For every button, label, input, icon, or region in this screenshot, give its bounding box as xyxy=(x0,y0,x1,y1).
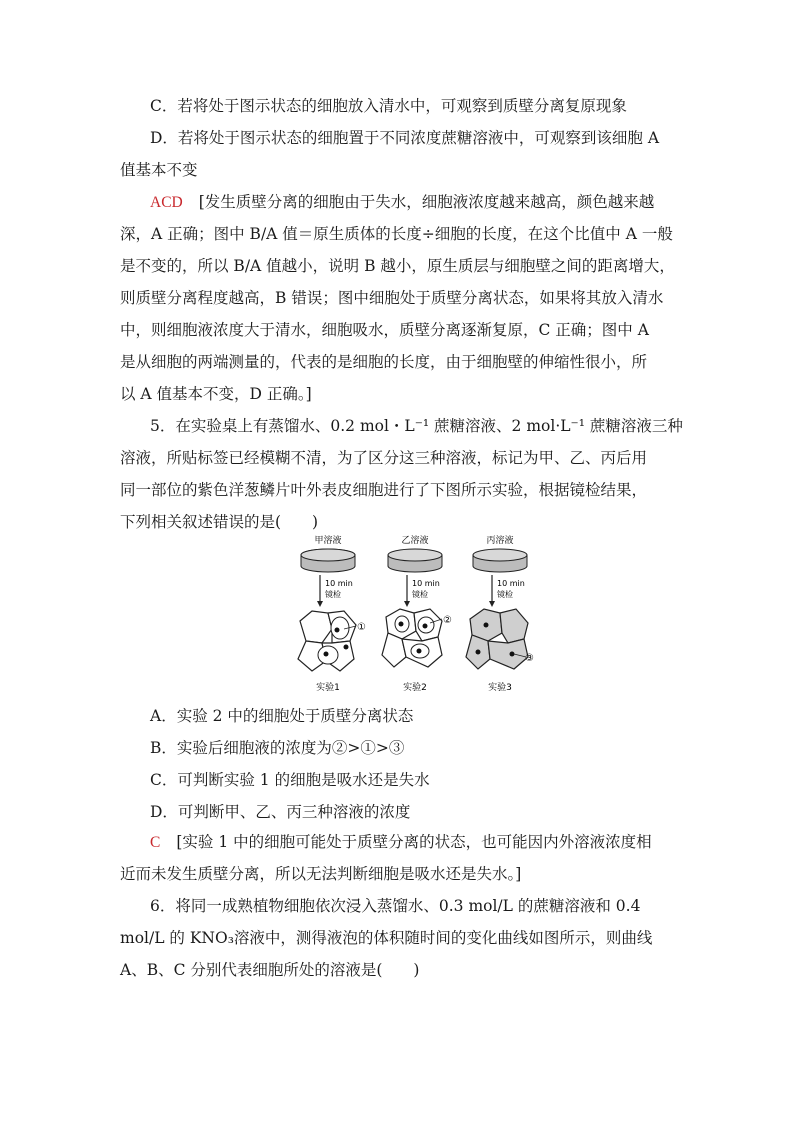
q5-option-b: B．实验后细胞液的浓度为②>①>③ xyxy=(150,739,405,757)
dish-jia-top xyxy=(301,549,355,561)
nucleus-3b xyxy=(476,650,481,655)
nucleus-2c xyxy=(417,649,422,654)
arrow-3-time: 10 min xyxy=(497,579,525,588)
q4-option-c: C．若将处于图示状态的细胞放入清水中，可观察到质壁分离复原现象 xyxy=(150,97,627,115)
nucleus-1c xyxy=(344,645,349,650)
arrow-3-action: 镜检 xyxy=(497,590,513,599)
q4-explanation-7: 以 A 值基本不变，D 正确。] xyxy=(120,385,312,403)
q4-option-d-cont: 值基本不变 xyxy=(120,161,198,179)
q5-stem-2: 溶液，所贴标签已经模糊不清，为了区分这三种溶液，标记为甲、乙、丙后用 xyxy=(120,449,648,467)
cells-2 xyxy=(382,609,442,667)
q4-explanation-text: [发生质壁分离的细胞由于失水，细胞液浓度越来越高，颜色越来越 xyxy=(198,193,655,211)
protoplast-1a xyxy=(331,617,349,639)
q4-explanation-4: 则质壁分离程度越高，B 错误；图中细胞处于质壁分离状态，如果将其放入清水 xyxy=(120,289,664,307)
nucleus-3a xyxy=(484,623,489,628)
q6-stem-1: 6．将同一成熟植物细胞依次浸入蒸馏水、0.3 mol/L 的蔗糖溶液和 0.4 xyxy=(150,897,641,915)
q4-option-d: D．若将处于图示状态的细胞置于不同浓度蔗糖溶液中，可观察到该细胞 A xyxy=(150,129,660,147)
arrow-1-action: 镜检 xyxy=(325,590,341,599)
q4-explanation-1 xyxy=(150,192,654,213)
q4-explanation-3: 是不变的，所以 B/A 值越小，说明 B 越小，原生质层与细胞壁之间的距离增大， xyxy=(120,257,675,275)
q6-stem-3: A、B、C 分别代表细胞所处的溶液是( ) xyxy=(120,961,420,979)
nucleus-1b xyxy=(324,652,329,657)
q5-explanation-1 xyxy=(150,832,652,853)
q5-stem-4: 下列相关叙述错误的是( ) xyxy=(120,513,319,531)
caption-3: 实验3 xyxy=(488,683,512,693)
q5-answer: C xyxy=(150,834,161,851)
nucleus-1a xyxy=(335,628,340,633)
dish-label-yi: 乙溶液 xyxy=(401,536,429,546)
arrow-2-head xyxy=(404,601,410,607)
dish-label-jia: 甲溶液 xyxy=(314,536,342,546)
q5-option-c: C．可判断实验 1 的细胞是吸水还是失水 xyxy=(150,771,430,789)
q6-stem-2: mol/L 的 KNO₃溶液中，测得液泡的体积随时间的变化曲线如图所示，则曲线 xyxy=(120,929,653,947)
caption-2: 实验2 xyxy=(403,683,427,693)
arrow-1-time: 10 min xyxy=(325,579,353,588)
nucleus-2b xyxy=(423,624,428,629)
arrow-1-head xyxy=(317,601,323,607)
q5-option-a: A．实验 2 中的细胞处于质壁分离状态 xyxy=(150,707,414,725)
cells-3 xyxy=(466,609,528,669)
q5-explanation-2: 近而未发生质壁分离，所以无法判断细胞是吸水还是失水。] xyxy=(120,865,522,883)
marker-2: ② xyxy=(443,615,452,626)
experiment-3-group xyxy=(466,534,534,693)
experiment-2-group xyxy=(382,534,452,693)
arrow-2-action: 镜检 xyxy=(412,590,428,599)
caption-1: 实验1 xyxy=(316,683,340,693)
q5-option-d: D．可判断甲、乙、丙三种溶液的浓度 xyxy=(150,803,411,821)
q4-explanation-2: 深，A 正确；图中 B/A 值＝原生质体的长度÷细胞的长度，在这个比值中 A 一般 xyxy=(120,225,673,243)
arrow-2-time: 10 min xyxy=(412,579,440,588)
experiment-figure xyxy=(290,533,540,703)
q5-stem-3: 同一部位的紫色洋葱鳞片叶外表皮细胞进行了下图所示实验，根据镜检结果， xyxy=(120,481,648,499)
dish-yi-top xyxy=(388,549,442,561)
arrow-3-head xyxy=(489,601,495,607)
q4-answer: ACD xyxy=(150,194,183,211)
q5-explanation-text: [实验 1 中的细胞可能处于质壁分离的状态，也可能因内外溶液浓度相 xyxy=(176,833,652,851)
nucleus-3c xyxy=(510,652,515,657)
marker-3: ③ xyxy=(525,653,534,664)
experiment-1-group xyxy=(298,534,366,693)
q4-explanation-6: 是从细胞的两端测量的，代表的是细胞的长度，由于细胞壁的伸缩性很小，所 xyxy=(120,353,648,371)
q5-stem-1: 5．在实验桌上有蒸馏水、0.2 mol・L⁻¹ 蔗糖溶液、2 mol·L⁻¹ 蔗糖溶液三种 xyxy=(150,417,683,435)
dish-bing-top xyxy=(473,549,527,561)
q4-explanation-5: 中，则细胞液浓度大于清水，细胞吸水，质壁分离逐渐复原，C 正确；图中 A xyxy=(120,321,649,339)
nucleus-2a xyxy=(399,622,404,627)
marker-1: ① xyxy=(357,622,366,633)
dish-label-bing: 丙溶液 xyxy=(486,536,514,546)
